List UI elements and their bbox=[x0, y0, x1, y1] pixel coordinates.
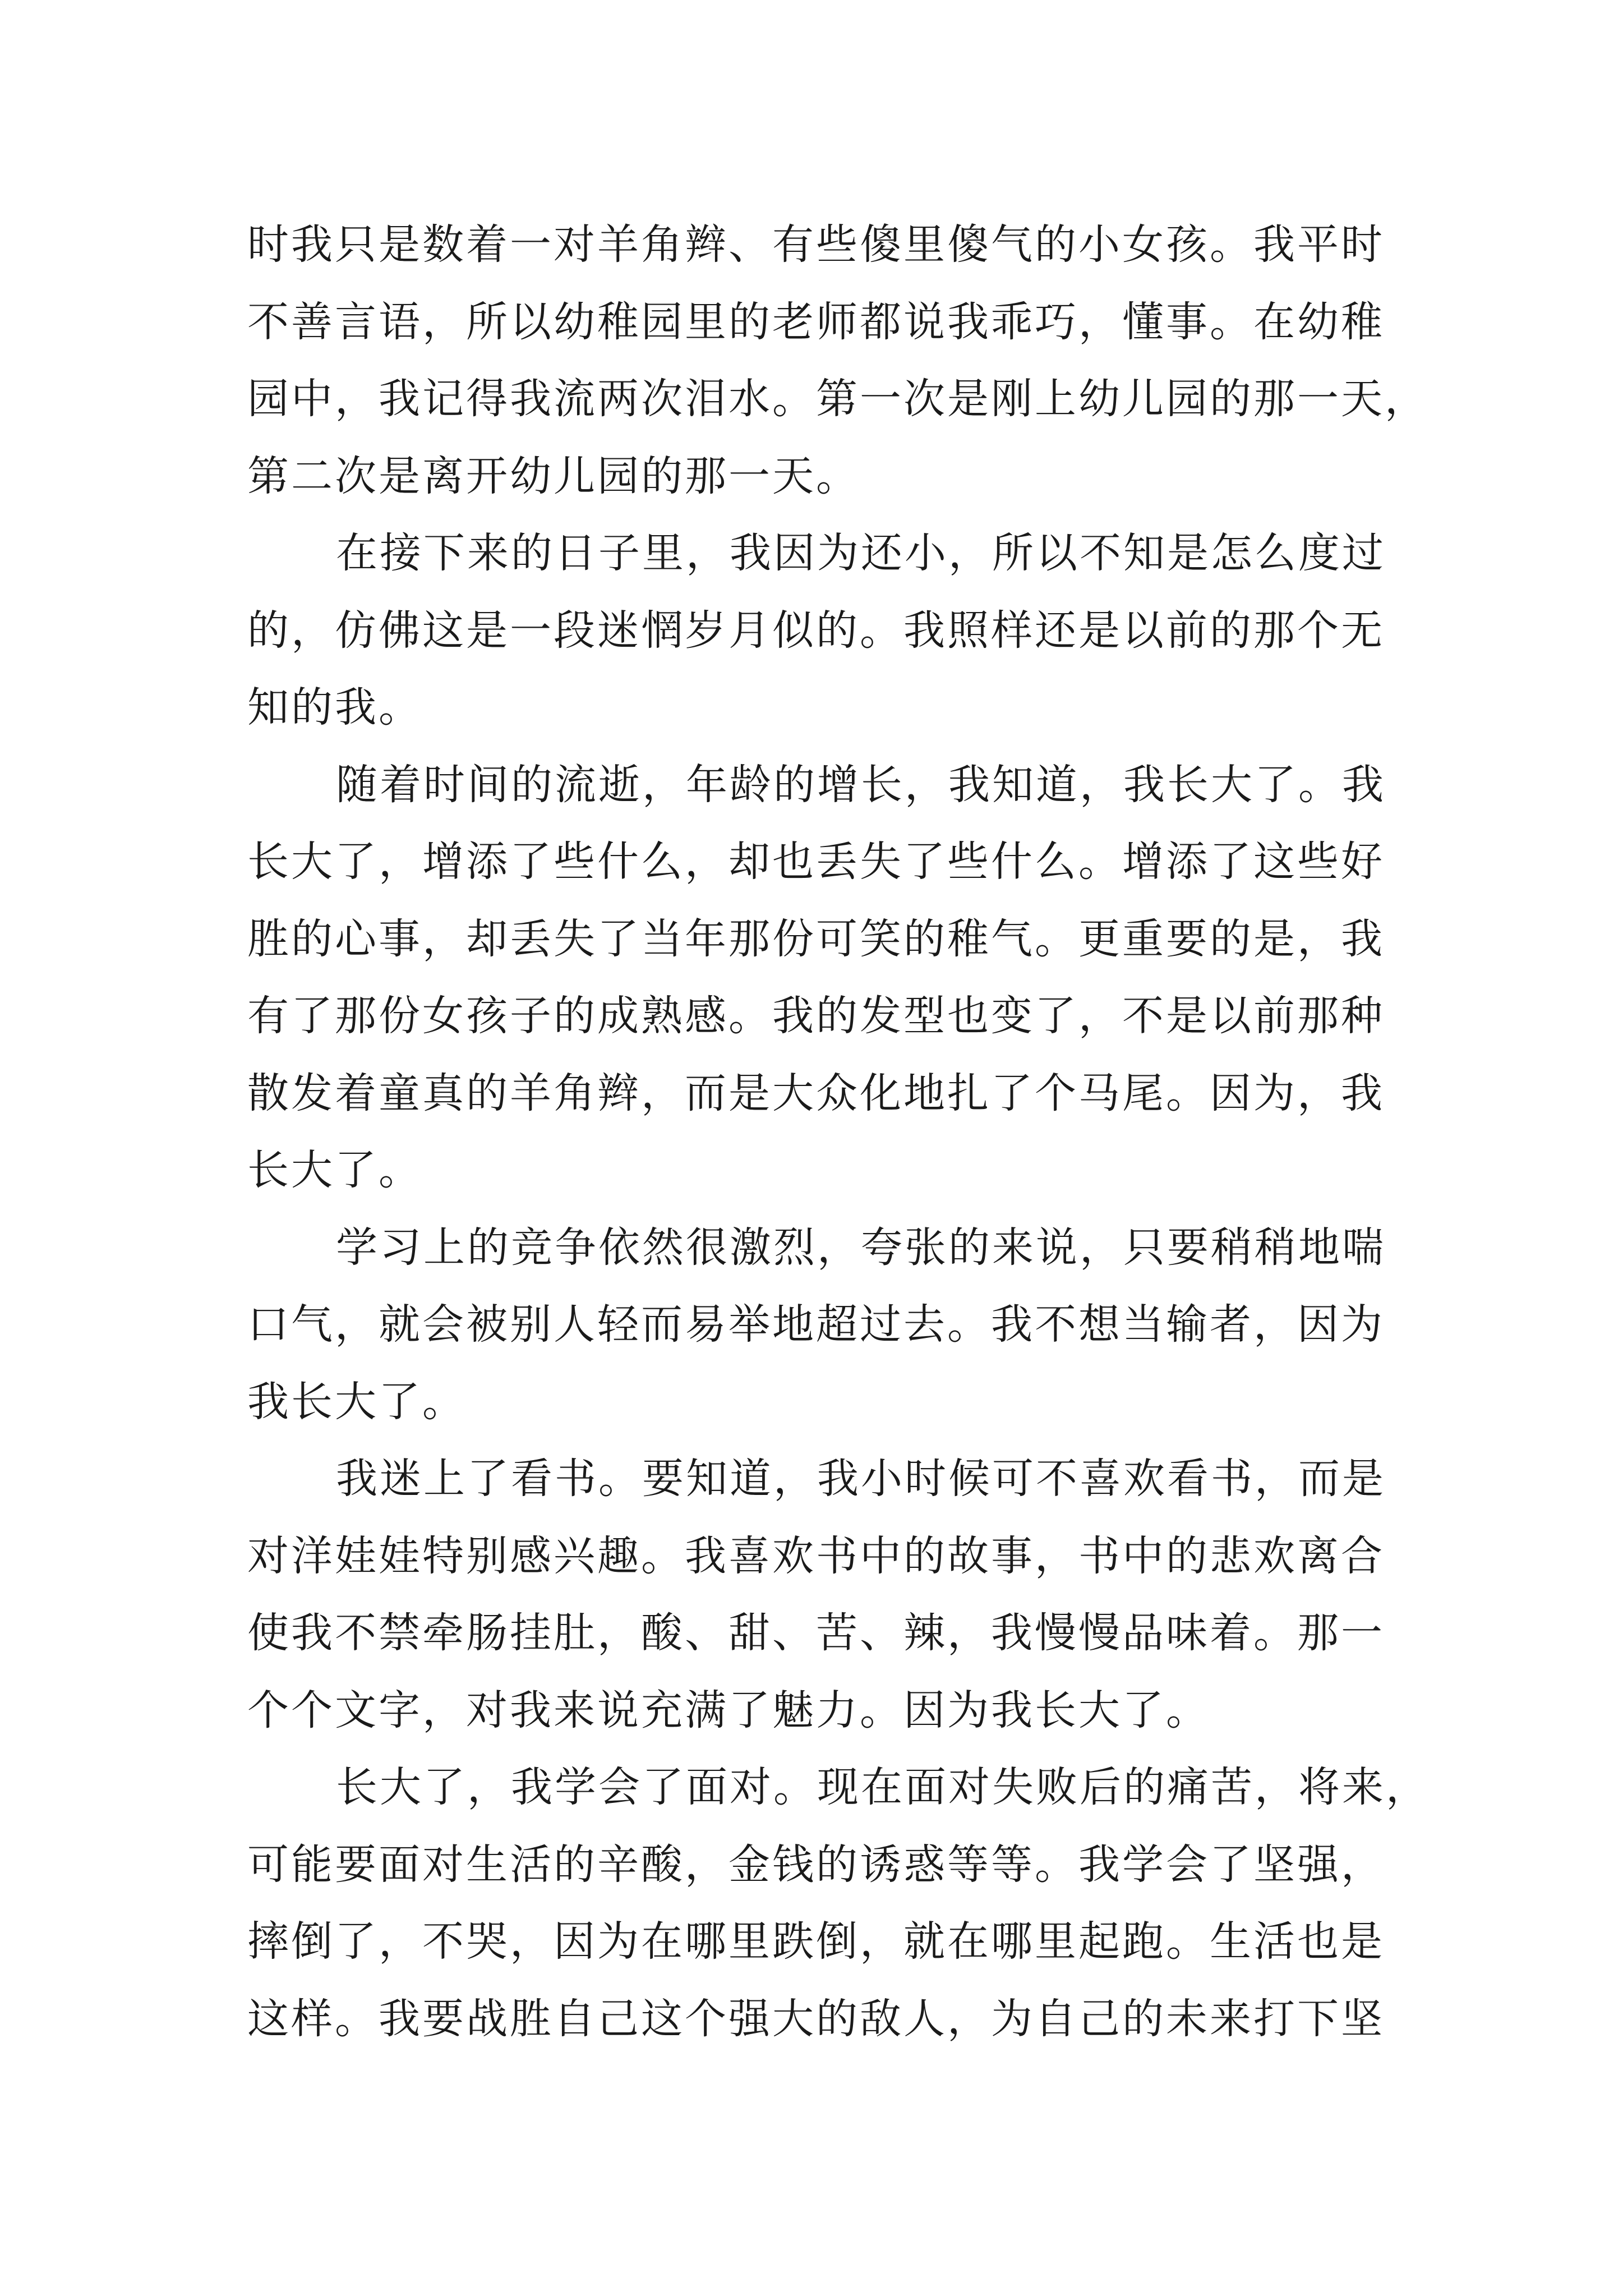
paragraph-first-line: 随着时间的流逝，年龄的增长，我知道，我长大了。我 bbox=[336, 760, 1386, 809]
text-line: 个个文字，对我来说充满了魅力。因为我长大了。 bbox=[247, 1686, 1210, 1734]
text-line: 第二次是离开幼儿园的那一天。 bbox=[247, 452, 860, 500]
text-line: 知的我。 bbox=[247, 683, 422, 731]
text-line: 这样。我要战胜自己这个强大的敌人，为自己的未来打下坚 bbox=[247, 1994, 1385, 2043]
text-line: 口气，就会被别人轻而易举地超过去。我不想当输者，因为 bbox=[247, 1300, 1385, 1349]
text-line: 的，仿佛这是一段迷惘岁月似的。我照样还是以前的那个无 bbox=[247, 606, 1385, 655]
paragraph-first-line: 学习上的竞争依然很激烈，夸张的来说，只要稍稍地喘 bbox=[336, 1223, 1386, 1272]
text-line: 有了那份女孩子的成熟感。我的发型也变了，不是以前那种 bbox=[247, 992, 1385, 1040]
text-line: 可能要面对生活的辛酸，金钱的诱惑等等。我学会了坚强， bbox=[247, 1840, 1385, 1889]
text-line: 对洋娃娃特别感兴趣。我喜欢书中的故事，书中的悲欢离合 bbox=[247, 1531, 1385, 1580]
paragraph-first-line: 在接下来的日子里，我因为还小，所以不知是怎么度过 bbox=[336, 529, 1386, 577]
text-line: 不善言语，所以幼稚园里的老师都说我乖巧，懂事。在幼稚 bbox=[247, 297, 1385, 346]
text-line: 长大了，增添了些什么，却也丢失了些什么。增添了这些好 bbox=[247, 838, 1385, 886]
text-line: 长大了。 bbox=[247, 1146, 422, 1194]
paragraph-first-line: 我迷上了看书。要知道，我小时候可不喜欢看书，而是 bbox=[336, 1455, 1386, 1503]
text-line: 散发着童真的羊角辫，而是大众化地扎了个马尾。因为，我 bbox=[247, 1069, 1385, 1117]
text-line: 胜的心事，却丢失了当年那份可笑的稚气。更重要的是，我 bbox=[247, 914, 1385, 963]
essay-body bbox=[247, 206, 1430, 2058]
text-line: 摔倒了，不哭，因为在哪里跌倒，就在哪里起跑。生活也是 bbox=[247, 1917, 1385, 1966]
paragraph-first-line: 长大了，我学会了面对。现在面对失败后的痛苦，将来， bbox=[336, 1763, 1430, 1811]
text-line: 使我不禁牵肠挂肚，酸、甜、苦、辣，我慢慢品味着。那一 bbox=[247, 1609, 1385, 1657]
text-line: 我长大了。 bbox=[247, 1377, 466, 1426]
text-line: 园中，我记得我流两次泪水。第一次是刚上幼儿园的那一天， bbox=[247, 375, 1428, 423]
text-line: 时我只是数着一对羊角辫、有些傻里傻气的小女孩。我平时 bbox=[247, 220, 1385, 269]
